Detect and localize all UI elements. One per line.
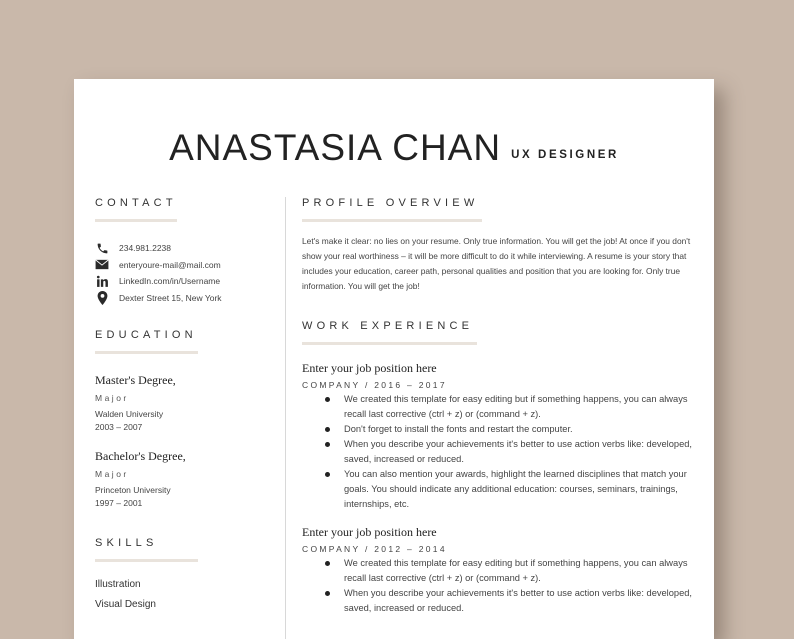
phone-icon <box>95 241 109 255</box>
job-bullet: We created this template for easy editing but if something happens, you can always recall last corrective (ctrl + z) or (command + z). <box>302 392 702 422</box>
contact-email-text: enteryoure-mail@mail.com <box>119 259 221 270</box>
skills-section <box>95 537 270 615</box>
contact-heading: CONTACT <box>95 197 177 209</box>
profile-section <box>302 197 702 294</box>
job-bullet: When you describe your achievements it's better to use action verbs like: developed, saved, increased or reduced. <box>302 437 702 467</box>
school-name: Princeton University <box>95 484 171 495</box>
contact-phone-text: 234.981.2238 <box>119 243 171 253</box>
work-section <box>302 320 702 616</box>
job-bullets <box>302 392 702 512</box>
degree-title: Bachelor's Degree, <box>95 448 186 463</box>
job-bullet: Don't forget to install the fonts and restart the computer. <box>302 422 702 437</box>
skills-heading: SKILLS <box>95 536 158 549</box>
study-years: 2003 – 2007 <box>95 421 143 432</box>
column-divider <box>285 197 286 639</box>
skills-list <box>95 575 270 615</box>
contact-list <box>95 240 270 306</box>
education-entry <box>95 449 270 510</box>
contact-heading-underline <box>95 219 177 222</box>
contact-linkedin <box>95 273 270 289</box>
job-bullet: When you describe your achievements it's better to use action verbs like: developed, saved, increased or reduced. <box>302 586 702 616</box>
resume-page <box>74 79 714 639</box>
location-pin-icon <box>95 291 109 305</box>
profile-heading-underline <box>302 219 482 222</box>
education-entry <box>95 373 270 434</box>
work-heading-underline <box>302 342 477 345</box>
linkedin-icon <box>95 274 109 288</box>
skills-heading-underline <box>95 559 198 562</box>
education-heading-underline <box>95 351 198 354</box>
mail-icon <box>95 258 109 272</box>
job-bullets <box>302 556 702 616</box>
resume-header <box>74 127 714 169</box>
degree-major: Major <box>95 468 129 479</box>
contact-section <box>95 197 270 306</box>
contact-linkedin-text: LinkedIn.com/in/Username <box>119 276 221 286</box>
left-column <box>95 197 270 615</box>
degree-title: Master's Degree, <box>95 372 176 387</box>
degree-major: Major <box>95 392 129 403</box>
job-company: COMPANY / 2012 – 2014 <box>302 544 447 554</box>
job-bullet: We created this template for easy editing but if something happens, you can always recall last corrective (ctrl + z) or (command + z). <box>302 556 702 586</box>
full-name: ANASTASIA CHAN <box>169 127 502 168</box>
contact-address-text: Dexter Street 15, New York <box>119 292 222 303</box>
job-position: Enter your job position here <box>302 361 437 375</box>
job-position: Enter your job position here <box>302 525 437 539</box>
job-company: COMPANY / 2016 – 2017 <box>302 380 447 390</box>
contact-address <box>95 290 270 306</box>
right-column <box>302 197 702 616</box>
job-title-tag: UX DESIGNER <box>511 149 619 161</box>
contact-phone <box>95 240 270 256</box>
contact-email <box>95 257 270 273</box>
job-entry <box>302 361 702 512</box>
school-name: Walden University <box>95 408 164 419</box>
education-heading: EDUCATION <box>95 328 197 341</box>
profile-text: Let's make it clear: no lies on your resume. Only true information. You will get the job! At once if you don't show your real worthiness – it will be more difficult to do it while interviewing. A resume is your story that includes your education, career path, personal qualities and position that you are looking for. Only true information. You will get the job! <box>302 236 691 291</box>
job-bullet: You can also mention your awards, highlight the learned disciplines that match your goals. You should indicate any additional education: courses, seminars, trainings, internships, etc. <box>302 467 702 512</box>
job-entry <box>302 525 702 616</box>
skill-item: Illustration <box>95 578 141 590</box>
skill-item: Visual Design <box>95 598 156 610</box>
education-section <box>95 329 270 510</box>
profile-heading: PROFILE OVERVIEW <box>302 197 479 209</box>
study-years: 1997 – 2001 <box>95 497 143 508</box>
work-heading: WORK EXPERIENCE <box>302 320 474 332</box>
